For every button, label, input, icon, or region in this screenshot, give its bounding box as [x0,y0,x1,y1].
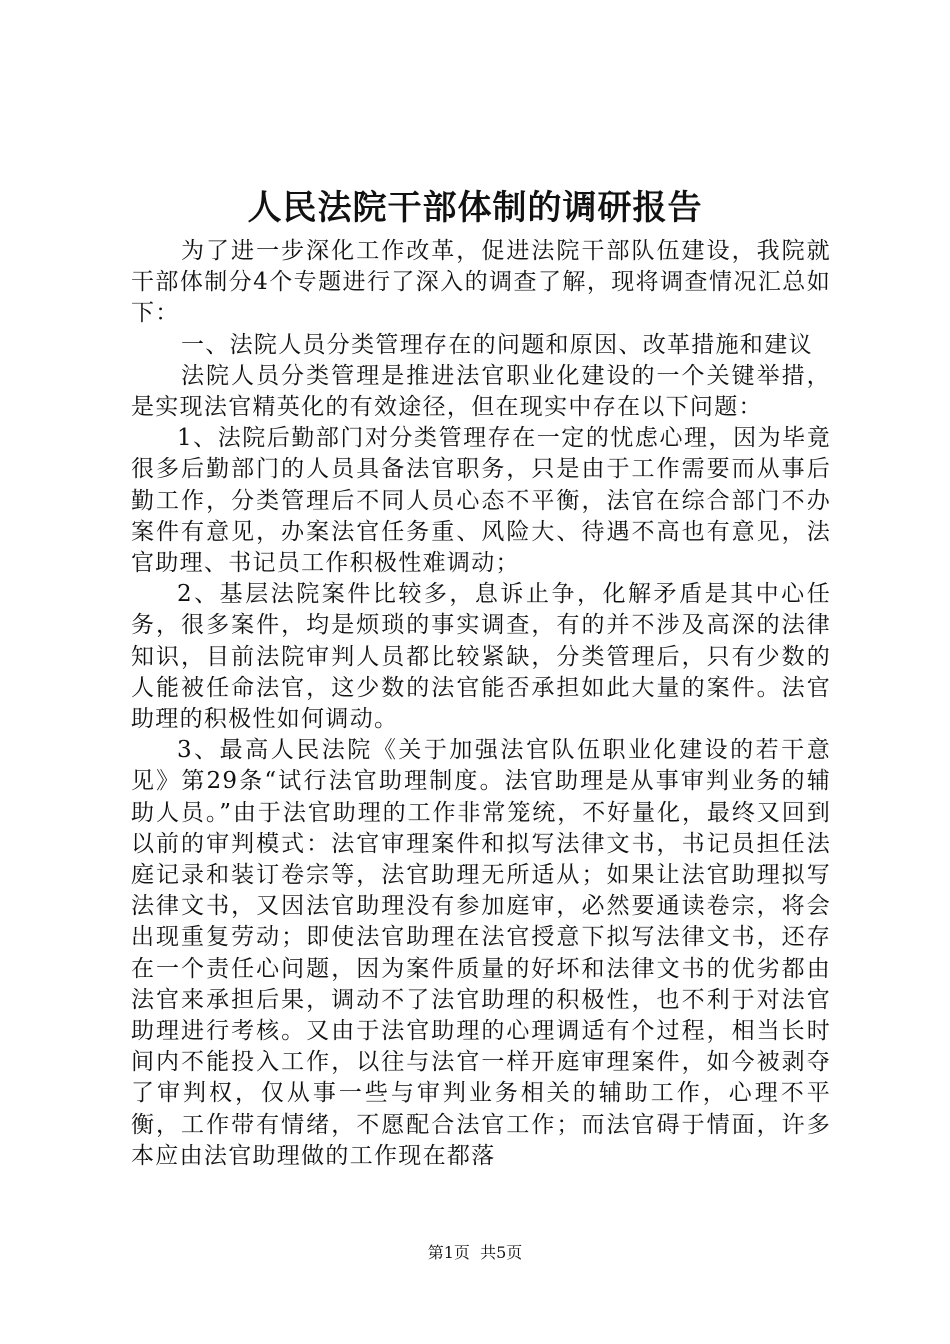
page-footer [0,1242,950,1264]
issue-2-paragraph: 2、基层法院案件比较多，息诉止争，化解矛盾是其中心任务，很多案件，均是烦琐的事实调查，有的并不涉及高深的法律知识，目前法院审判人员都比较紧缺，分类管理后，只有少数的人能被任命法官，这少数的法官能否承担如此大量的案件。法官助理的积极性如何调动。 [131,581,831,733]
section-intro-paragraph: 法院人员分类管理是推进法官职业化建设的一个关键举措，是实现法官精英化的有效途径，但在现实中存在以下问题： [131,362,831,421]
issue-1-paragraph: 1、法院后勤部门对分类管理存在一定的忧虑心理，因为毕竟很多后勤部门的人员具备法官职务，只是由于工作需要而从事后勤工作，分类管理后不同人员心态不平衡，法官在综合部门不办案件有意见，办案法官任务重、风险大、待遇不高也有意见，法官助理、书记员工作积极性难调动； [131,425,831,577]
issue-3-paragraph: 3、最高人民法院《关于加强法官队伍职业化建设的若干意见》第29条“试行法官助理制度。法官助理是从事审判业务的辅助人员。”由于法官助理的工作非常笼统，不好量化，最终又回到以前的审判模式：法官审理案件和拟写法律文书，书记员担任法庭记录和装订卷宗等，法官助理无所适从；如果让法官助理拟写法律文书，又因法官助理没有参加庭审，必然要通读卷宗，将会出现重复劳动；即使法官助理在法官授意下拟写法律文书，还存在一个责任心问题，因为案件质量的好坏和法律文书的优劣都由法官来承担后果，调动不了法官助理的积极性，也不利于对法官助理进行考核。又由于法官助理的心理调适有个过程，相当长时间内不能投入工作，以往与法官一样开庭审理案件，如今被剥夺了审判权，仅从事一些与审判业务相关的辅助工作，心理不平衡，工作带有情绪，不愿配合法官工作；而法官碍于情面，许多本应由法官助理做的工作现在都落 [131,737,831,1169]
intro-paragraph: 为了进一步深化工作改革，促进法院干部队伍建设，我院就干部体制分4个专题进行了深入的调查了解，现将调查情况汇总如下： [131,238,831,327]
page-number: 第1页 [427,1243,470,1262]
page-total: 共5页 [480,1243,523,1262]
section-heading: 一、法院人员分类管理存在的问题和原因、改革措施和建议 [181,331,813,358]
document-body [131,236,831,1172]
document-title: 人民法院干部体制的调研报告 [247,188,703,228]
